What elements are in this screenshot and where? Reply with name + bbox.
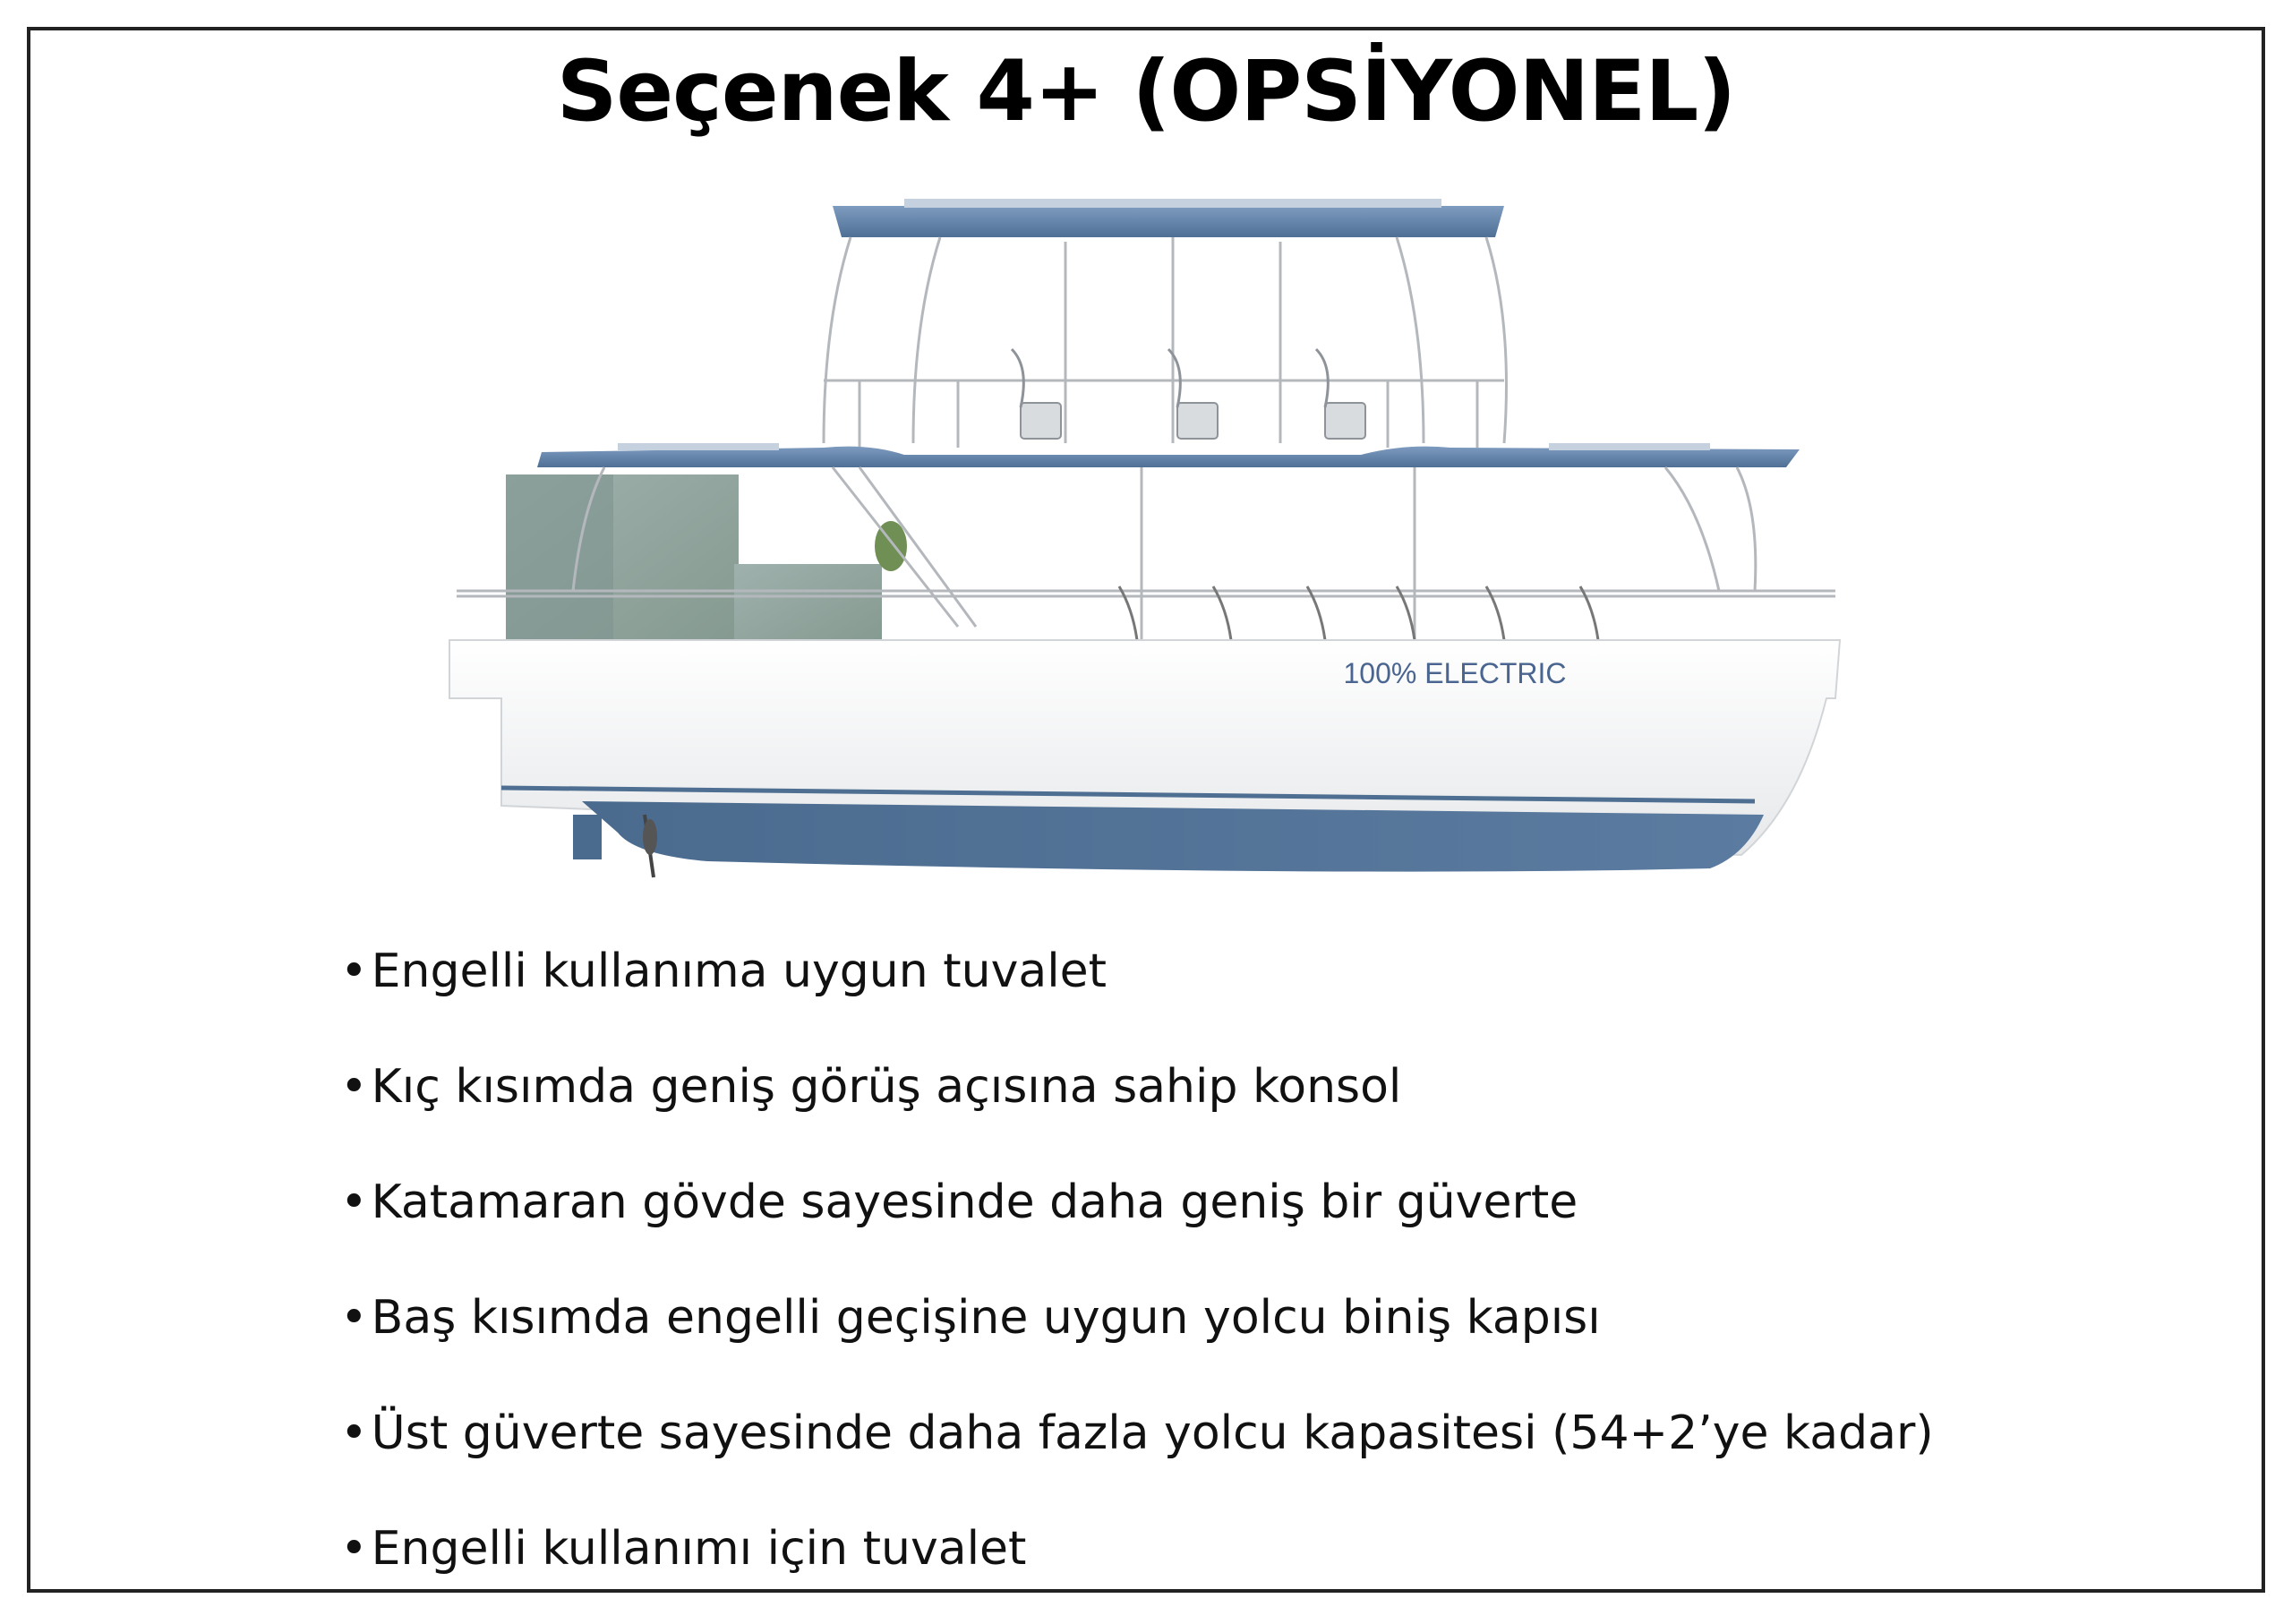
bullet-icon: • xyxy=(340,1522,368,1576)
boat-illustration xyxy=(439,188,1862,895)
list-item xyxy=(340,1162,1934,1278)
list-item xyxy=(340,931,1934,1047)
list-item xyxy=(340,1047,1934,1162)
hull-label: 100% ELECTRIC xyxy=(1343,657,1567,689)
list-item-text: Engelli kullanıma uygun tuvalet xyxy=(371,944,1108,998)
list-item-text: Üst güverte sayesinde daha fazla yolcu kapasitesi (54+2’ye kadar) xyxy=(371,1406,1934,1460)
list-item-text: Katamaran gövde sayesinde daha geniş bir güverte xyxy=(371,1175,1578,1229)
bullet-icon: • xyxy=(340,1406,368,1460)
slide-title: Seçenek 4+ (OPSİYONEL) xyxy=(556,43,1736,141)
list-item xyxy=(340,1393,1934,1509)
bullet-icon: • xyxy=(340,944,368,998)
bullet-icon: • xyxy=(340,1291,368,1345)
list-item-text: Engelli kullanımı için tuvalet xyxy=(371,1522,1027,1576)
feature-list xyxy=(340,931,1934,1624)
list-item xyxy=(340,1278,1934,1393)
bullet-icon: • xyxy=(340,1175,368,1229)
bullet-icon: • xyxy=(340,1060,368,1114)
list-item xyxy=(340,1509,1934,1624)
list-item-text: Kıç kısımda geniş görüş açısına sahip konsol xyxy=(371,1060,1402,1114)
list-item-text: Baş kısımda engelli geçişine uygun yolcu biniş kapısı xyxy=(371,1291,1601,1345)
